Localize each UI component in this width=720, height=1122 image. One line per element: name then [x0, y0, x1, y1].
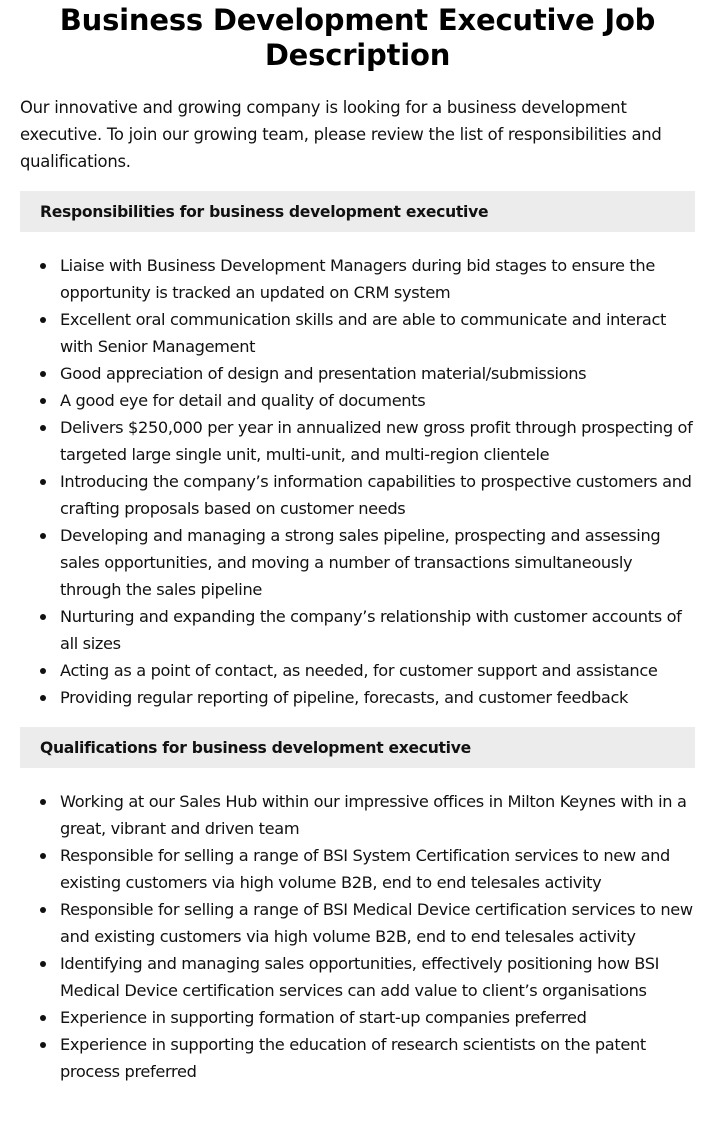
- list-item: Acting as a point of contact, as needed, for customer support and assistance: [20, 657, 695, 684]
- list-item: Nurturing and expanding the company’s relationship with customer accounts of all sizes: [20, 603, 695, 657]
- list-item: Good appreciation of design and presentation material/submissions: [20, 360, 695, 387]
- list-item: Delivers $250,000 per year in annualized new gross profit through prospecting of targeted large single unit, multi-unit, and multi-region clientele: [20, 414, 695, 468]
- qualifications-list: [20, 788, 695, 1085]
- job-description-page: [0, 3, 720, 1085]
- list-item: Working at our Sales Hub within our impressive offices in Milton Keynes with in a great, vibrant and driven team: [20, 788, 695, 842]
- list-item: Providing regular reporting of pipeline, forecasts, and customer feedback: [20, 684, 695, 711]
- intro-paragraph: Our innovative and growing company is looking for a business development executive. To join our growing team, please review the list of responsibilities and qualifications.: [20, 98, 662, 171]
- list-item: Experience in supporting formation of start-up companies preferred: [20, 1004, 695, 1031]
- responsibilities-heading: Responsibilities for business development executive: [40, 202, 489, 221]
- list-item: Excellent oral communication skills and are able to communicate and interact with Senior Management: [20, 306, 695, 360]
- responsibilities-list: [20, 252, 695, 711]
- responsibilities-section-header: [20, 191, 695, 232]
- list-item: Developing and managing a strong sales pipeline, prospecting and assessing sales opportunities, and moving a number of transactions simultaneously through the sales pipeline: [20, 522, 695, 603]
- list-item: Responsible for selling a range of BSI System Certification services to new and existing customers via high volume B2B, end to end telesales activity: [20, 842, 695, 896]
- list-item: Experience in supporting the education of research scientists on the patent process preferred: [20, 1031, 695, 1085]
- list-item: A good eye for detail and quality of documents: [20, 387, 695, 414]
- list-item: Introducing the company’s information capabilities to prospective customers and crafting proposals based on customer needs: [20, 468, 695, 522]
- list-item: Responsible for selling a range of BSI Medical Device certification services to new and existing customers via high volume B2B, end to end telesales activity: [20, 896, 695, 950]
- page-title: Business Development Executive Job Description: [59, 3, 656, 72]
- qualifications-heading: Qualifications for business development executive: [40, 738, 471, 757]
- list-item: Liaise with Business Development Managers during bid stages to ensure the opportunity is tracked an updated on CRM system: [20, 252, 695, 306]
- list-item: Identifying and managing sales opportunities, effectively positioning how BSI Medical Device certification services can add value to client’s organisations: [20, 950, 695, 1004]
- qualifications-section-header: [20, 727, 695, 768]
